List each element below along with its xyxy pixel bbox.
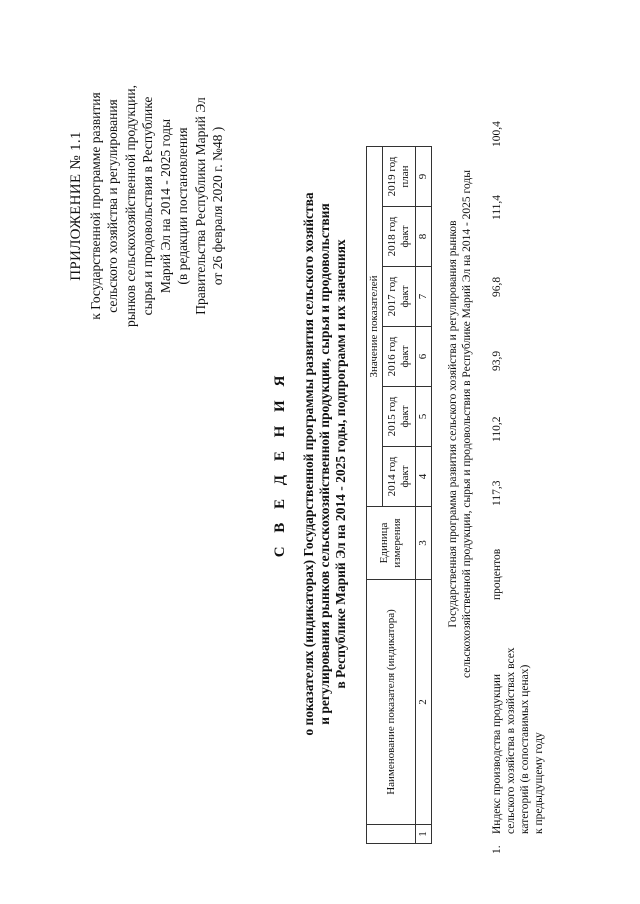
row-value-2017: 96,8: [491, 276, 503, 297]
appendix-line: сырья и продовольствия в Республике: [140, 96, 155, 316]
column-number: 9: [416, 147, 432, 207]
appendix-line: сельского хозяйства и регулирования: [105, 99, 120, 313]
row-value-2014: 117,3: [491, 480, 503, 506]
year-type: факт: [399, 225, 411, 248]
appendix-title: ПРИЛОЖЕНИЕ № 1.1: [68, 131, 84, 281]
year-type: план: [399, 165, 411, 188]
header-year-2019: [383, 147, 416, 207]
appendix-line: рынков сельскохозяйственной продукции,: [122, 84, 138, 328]
row-name-line: Индекс производства продукции: [491, 673, 503, 834]
document-heading: [272, 119, 349, 809]
appendix-line: к Государственной программе развития: [87, 92, 103, 320]
row-indicator-name: [490, 602, 546, 834]
year-label: 2015 год: [386, 396, 398, 437]
appendix-line: (в редакции постановления: [175, 127, 190, 285]
column-number: 8: [416, 207, 432, 267]
header-values-group: Значение показателей: [367, 147, 383, 507]
column-number: 1: [416, 825, 432, 844]
row-number: 1.: [491, 845, 503, 854]
header-year-2018: [383, 207, 416, 267]
header-year-2014: [383, 447, 416, 507]
section-title: [447, 144, 474, 704]
header-year-2017: [383, 267, 416, 327]
column-number-row: [416, 147, 432, 844]
column-number: 2: [416, 580, 432, 825]
year-type: факт: [399, 345, 411, 368]
year-label: 2018 год: [386, 216, 398, 257]
year-label: 2014 год: [386, 456, 398, 497]
header-cell-blank: [367, 825, 416, 844]
column-number: 6: [416, 327, 432, 387]
header-year-2016: [383, 327, 416, 387]
year-label: 2019 год: [386, 156, 398, 197]
column-number: 5: [416, 387, 432, 447]
row-value-2015: 110,2: [491, 416, 503, 442]
year-type: факт: [399, 285, 411, 308]
row-value-2018: 111,4: [491, 194, 503, 220]
column-number: 3: [416, 507, 432, 580]
appendix-line: Марий Эл на 2014 - 2025 годы: [157, 118, 173, 294]
appendix-line: Правительства Республики Марий Эл: [192, 97, 208, 315]
year-type: факт: [399, 465, 411, 488]
row-unit: процентов: [491, 548, 503, 600]
heading-line: и регулирования рынков сельскохозяйственной продукции, сырья и продовольствия: [317, 203, 332, 725]
header-unit: Единица измерения: [367, 507, 416, 580]
year-label: 2017 год: [386, 276, 398, 317]
header-year-2015: [383, 387, 416, 447]
heading-line: в Республике Марий Эл на 2014 - 2025 годы, подпрограмм и их значениях: [333, 239, 348, 689]
row-value-2016: 93,9: [491, 350, 503, 371]
heading-line: о показателях (индикаторах) Государственной программы развития сельского хозяйства: [301, 192, 316, 736]
indicators-table: [366, 146, 432, 844]
row-value-2019: 100,4: [491, 121, 503, 147]
header-name: Наименование показателя (индикатора): [367, 580, 416, 825]
year-label: 2016 год: [386, 336, 398, 377]
appendix-line: от 26 февраля 2020 г. №48 ): [210, 126, 225, 286]
column-number: 4: [416, 447, 432, 507]
row-name-line: к предыдущему году: [533, 732, 545, 834]
year-type: факт: [399, 405, 411, 428]
row-name-line: сельского хозяйства в хозяйствах всех: [505, 647, 517, 834]
row-name-line: категорий (в сопоставимых ценах): [519, 664, 531, 834]
section-line: Государственная программа развития сельского хозяйства и регулирования рынков: [447, 220, 459, 628]
section-line: сельскохозяйственной продукции, сырья и продовольствия в Республике Марий Эл на 2014 - 2025 годы: [460, 170, 473, 678]
heading-title: С В Е Д Е Н И Я: [272, 370, 288, 558]
column-number: 7: [416, 267, 432, 327]
appendix-block: [68, 71, 227, 341]
header-row-top: [367, 147, 383, 844]
